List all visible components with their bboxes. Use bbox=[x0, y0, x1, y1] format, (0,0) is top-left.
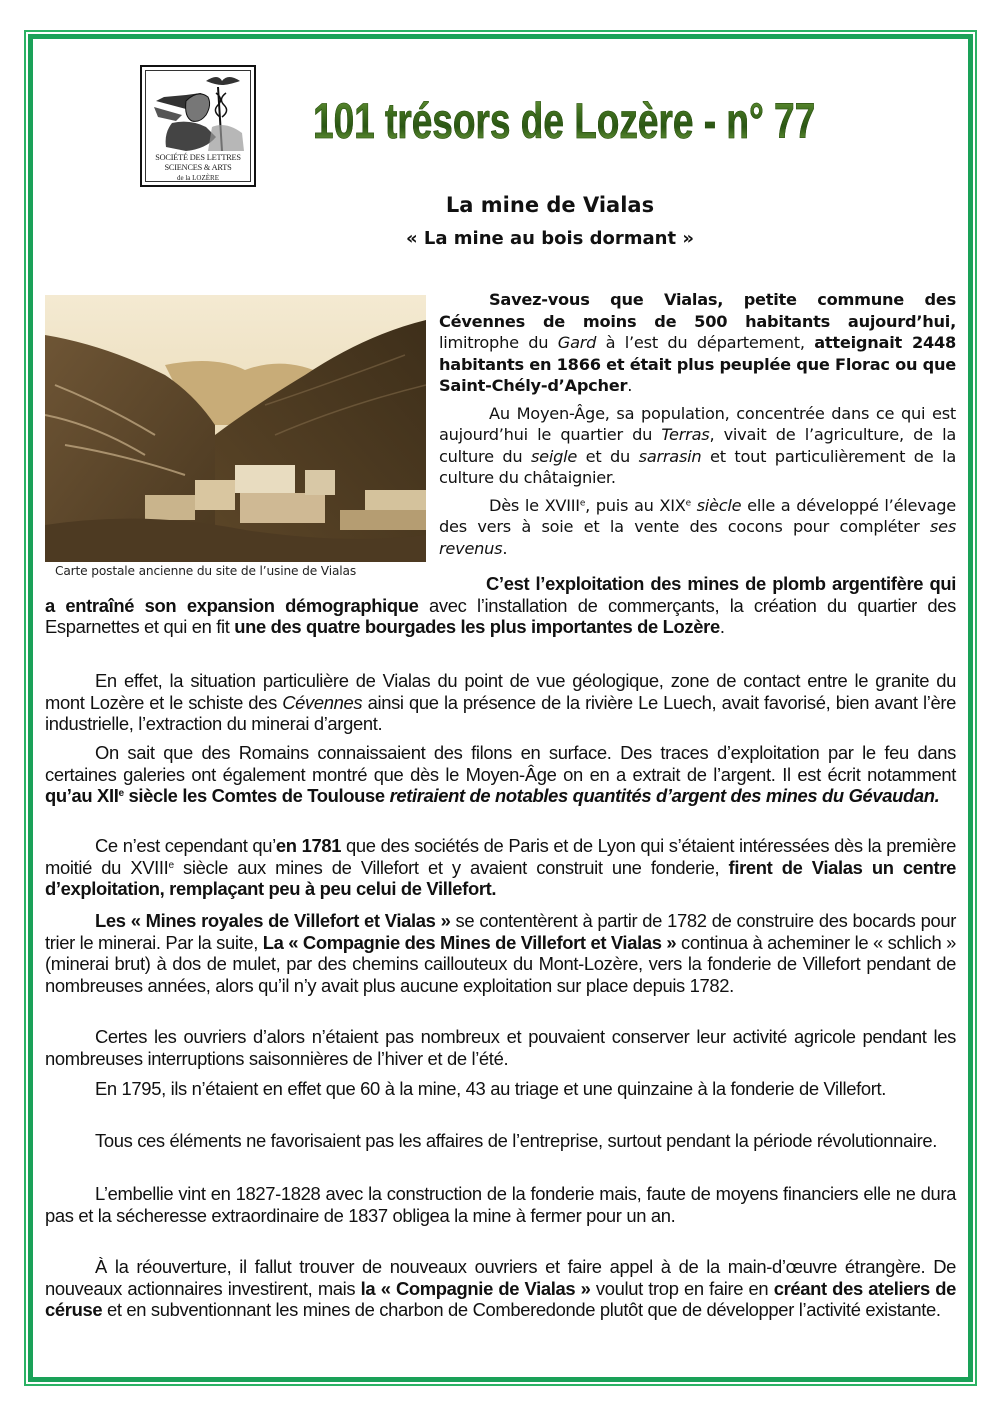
paragraph-10: En 1795, ils n’étaient en effet que 60 à la mine, 43 au triage et une quinzaine à la fonderie de Villefort. bbox=[95, 1078, 887, 1099]
paragraph-3: Dès le XVIIIe, puis au XIXe siècle elle a développé l’élevage des vers à soie et la vente des cocons pour compléter ses revenus. bbox=[439, 495, 956, 558]
valley-landscape-image bbox=[45, 295, 426, 562]
logo-text-line2: SCIENCES & ARTS bbox=[164, 163, 232, 172]
paragraph-11: Tous ces éléments ne favorisaient pas les affaires de l’entreprise, surtout pendant la période révolutionnaire. bbox=[95, 1130, 938, 1151]
logo-text-line3: de la LOZÈRE bbox=[177, 174, 219, 182]
hermes-engraving-icon bbox=[146, 71, 250, 153]
paragraph-7: Ce n’est cependant qu’en 1781 que des sociétés de Paris et de Lyon qui s’étaient intéressées dès la première moitié du XVIIIe siècle aux mines de Villefort et y avaient construit une fonderie, firent de Vialas un centre d’exploitation, remplaçant peu à peu celui de Villefort. bbox=[45, 835, 957, 899]
paragraph-9: Certes les ouvriers d’alors n’étaient pas nombreux et pouvaient conserver leur activité agricole pendant les nombreuses interruptions saisonnières de l’hiver et de l’été. bbox=[45, 1026, 956, 1069]
intro-column bbox=[439, 289, 956, 559]
logo-text-line1: SOCIÉTÉ DES LETTRES bbox=[155, 153, 241, 162]
paragraph-2: Au Moyen-Âge, sa population, concentrée dans ce qui est aujourd’hui le quartier du Terras, vivait de l’agriculture, de la culture du seigle et du sarrasin et tout particulièrement de la culture du châtaignier. bbox=[439, 403, 956, 487]
society-logo bbox=[140, 65, 256, 187]
paragraph-5: En effet, la situation particulière de Vialas du point de vue géologique, zone de contact entre le granite du mont Lozère et le schiste des Cévennes ainsi que la présence de la rivière Le Luech, avait favorisé, bien avant l’ère industrielle, l’extraction du minerai d’argent. bbox=[45, 670, 956, 734]
paragraph-1: Savez-vous que Vialas, petite commune des Cévennes de moins de 500 habitants aujourd’hui, limitrophe du Gard à l’est du département, atteignait 2448 habitants en 1866 et était plus peuplée que Florac ou que Saint-Chély-d’Apcher. bbox=[439, 290, 956, 395]
article-title: La mine de Vialas bbox=[445, 193, 655, 217]
series-title-text: 101 trésors de Lozère - n° 77 bbox=[313, 93, 816, 149]
photo-caption: Carte postale ancienne du site de l’usine de Vialas bbox=[55, 564, 357, 578]
paragraph-6: On sait que des Romains connaissaient des filons en surface. Des traces d’exploitation par le feu dans certaines galeries ont également montré que dès le Moyen-Âge on en a extrait de l’argent. Il est écrit notamment qu’au XIIe siècle les Comtes de Toulouse retiraient de notables quantités d’argent des mines du Gévaudan. bbox=[45, 742, 956, 806]
paragraph-12: L’embellie vint en 1827-1828 avec la construction de la fonderie mais, faute de moyens financiers elle ne dura pas et la sécheresse extraordinaire de 1837 obligea la mine à fermer pour un an. bbox=[45, 1183, 956, 1226]
paragraph-13: À la réouverture, il fallut trouver de nouveaux ouvriers et faire appel à de la main-d’œuvre étrangère. De nouveaux actionnaires investirent, mais la « Compagnie de Vialas » voulut trop en faire en créant des ateliers de céruse et en subventionnant les mines de charbon de Comberedonde plutôt que de développer l’activité existante. bbox=[45, 1256, 956, 1320]
vintage-postcard-photo bbox=[45, 295, 426, 562]
paragraph-8: Les « Mines royales de Villefort et Vialas » se contentèrent à partir de 1782 de construire des bocards pour trier le minerai. Par la suite, La « Compagnie des Mines de Villefort et Vialas » continua à acheminer le « schlich » (minerai brut) à dos de mulet, par des chemins caillouteux du Mont-Lozère, vers la fonderie de Villefort pendant de nombreuses années, alors qu’il n’y avait plus aucune exploitation sur place depuis 1782. bbox=[45, 910, 957, 996]
series-title bbox=[313, 93, 816, 149]
paragraph-4: C’est l’exploitation des mines de plomb argentifère qui a entraîné son expansion démographique avec l’installation de commerçants, la création du quartier des Esparnettes et qui en fit une des quatre bourgades les plus importantes de Lozère. bbox=[45, 573, 956, 637]
article-subtitle: « La mine au bois dormant » bbox=[406, 228, 694, 249]
